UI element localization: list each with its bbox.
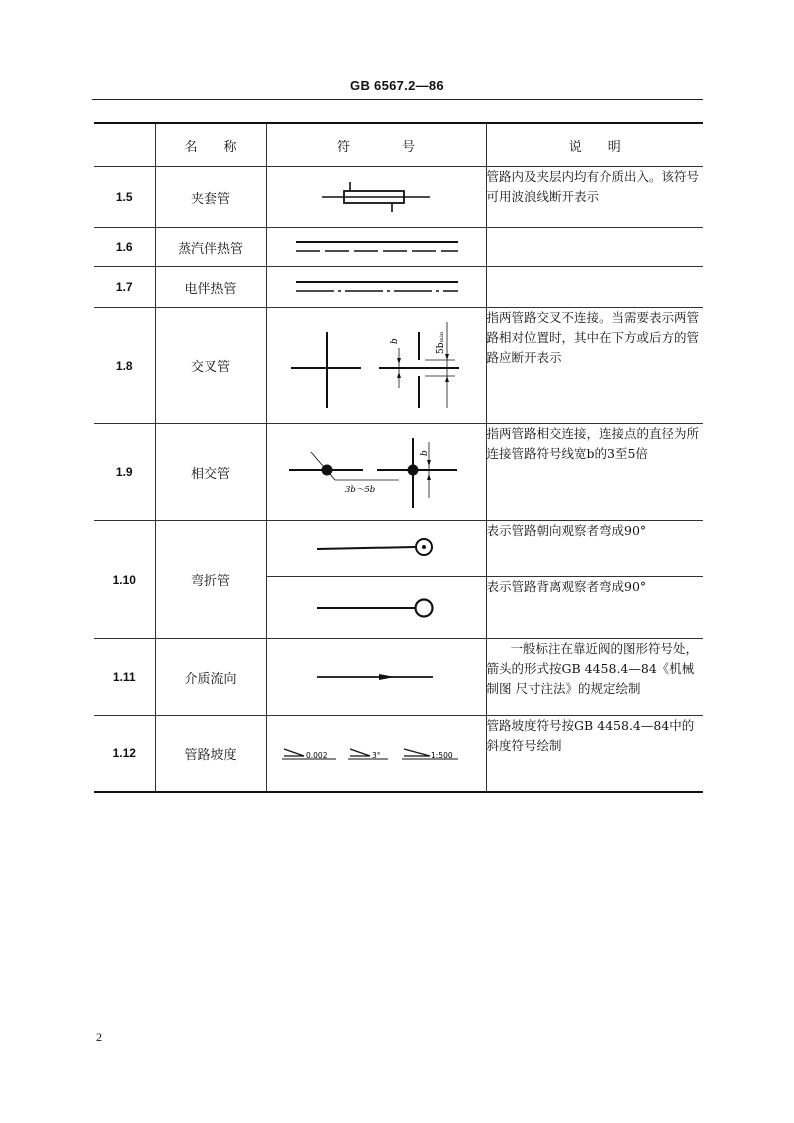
col-header-name: 名 称	[155, 123, 266, 167]
table-row	[94, 521, 703, 577]
row-name: 交叉管	[155, 308, 266, 424]
pipe-slope-symbol	[266, 716, 486, 792]
row-name: 介质流向	[155, 639, 266, 716]
row-name: 蒸汽伴热管	[155, 228, 266, 267]
crossing-b-label: b	[390, 337, 400, 344]
table-row	[94, 308, 703, 424]
page-number: 2	[96, 1030, 102, 1044]
crossing-gap-label: 5bₘᵢₙ	[436, 330, 446, 354]
intersecting-pipes-symbol	[266, 424, 486, 521]
electric-traced-pipe-symbol	[266, 267, 486, 308]
table-row	[94, 716, 703, 792]
row-description	[486, 267, 703, 308]
row-description: 管路内及夹层内均有介质出入。该符号可用波浪线断开表示	[486, 167, 703, 228]
row-number: 1.12	[94, 716, 155, 792]
slope-value-1: 0.002	[306, 751, 328, 761]
row-description: 表示管路朝向观察者弯成90°	[486, 521, 703, 577]
row-description: 表示管路背离观察者弯成90°	[486, 577, 703, 639]
steam-traced-pipe-symbol	[266, 228, 486, 267]
standard-header: GB 6567.2—86	[350, 78, 444, 93]
table-row	[94, 167, 703, 228]
pipe-bend-away-viewer-symbol	[266, 577, 486, 639]
dot-size-label: 3b～5b	[345, 485, 376, 495]
header-rule	[92, 99, 703, 100]
col-header-symbol: 符 号	[266, 123, 486, 167]
slope-mark-2	[348, 749, 388, 760]
slope-value-3: 1:500	[431, 751, 453, 761]
table-header-row	[94, 123, 703, 167]
col-header-description: 说 明	[486, 123, 703, 167]
row-name: 弯折管	[155, 521, 266, 639]
jacketed-pipe-symbol	[266, 167, 486, 228]
row-number: 1.9	[94, 424, 155, 521]
row-number: 1.11	[94, 639, 155, 716]
row-name: 相交管	[155, 424, 266, 521]
row-description: 指两管路交叉不连接。当需要表示两管路相对位置时，其中在下方或后方的管路应断开表示	[486, 308, 703, 424]
table-row	[94, 639, 703, 716]
row-description	[486, 228, 703, 267]
slope-mark-1	[282, 749, 336, 760]
row-number: 1.5	[94, 167, 155, 228]
row-name: 电伴热管	[155, 267, 266, 308]
slope-mark-3	[402, 749, 458, 760]
pipe-symbol-table	[94, 122, 703, 793]
intersect-b-label: b	[420, 450, 430, 456]
row-number: 1.10	[94, 521, 155, 639]
table-row	[94, 228, 703, 267]
table-row	[94, 267, 703, 308]
slope-value-2: 3°	[372, 751, 381, 761]
row-name: 管路坡度	[155, 716, 266, 792]
row-number: 1.8	[94, 308, 155, 424]
flow-direction-arrow-symbol	[266, 639, 486, 716]
col-header-num	[94, 123, 155, 167]
row-name: 夹套管	[155, 167, 266, 228]
row-number: 1.6	[94, 228, 155, 267]
crossing-pipes-symbol	[266, 308, 486, 424]
row-description: 管路坡度符号按GB 4458.4—84中的斜度符号绘制	[486, 716, 703, 792]
pipe-bend-toward-viewer-symbol	[266, 521, 486, 577]
table-row	[94, 424, 703, 521]
row-description: 指两管路相交连接，连接点的直径为所连接管路符号线宽b的3至5倍	[486, 424, 703, 521]
row-number: 1.7	[94, 267, 155, 308]
row-description: 一般标注在靠近阀的图形符号处，箭头的形式按GB 4458.4—84《机械制图 尺寸注法》的规定绘制	[486, 639, 703, 716]
